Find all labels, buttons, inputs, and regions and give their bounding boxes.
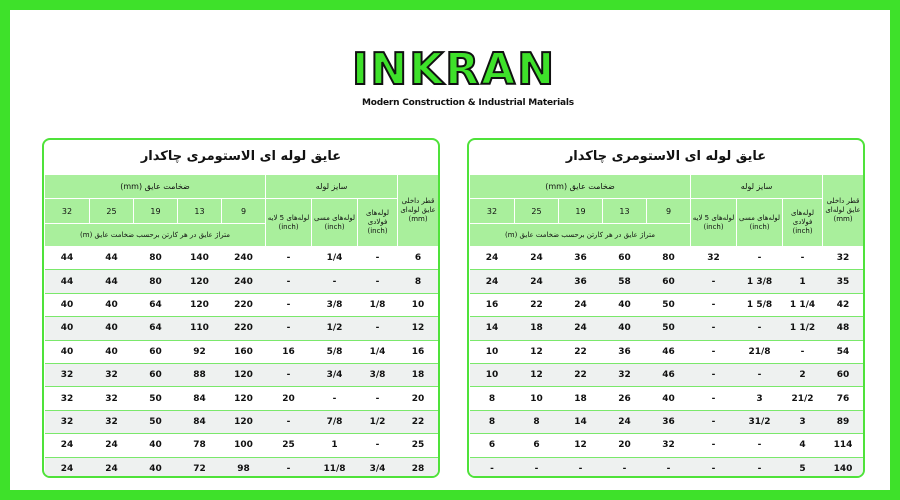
- cell: 40: [45, 340, 90, 363]
- cell: -: [603, 457, 647, 478]
- meterage-header: متراژ عایق در هر کارتن برحسب ضخامت عایق (m): [45, 224, 266, 247]
- cell: 160: [222, 340, 266, 363]
- cell: 12: [515, 340, 559, 363]
- cell: 8: [470, 410, 515, 433]
- table-row: [45, 410, 439, 433]
- cell: 76: [823, 387, 864, 410]
- cell: 98: [222, 457, 266, 478]
- cell: 140: [178, 247, 222, 270]
- cell: 1/4: [312, 247, 358, 270]
- cell: 40: [647, 387, 691, 410]
- cell: -: [691, 293, 737, 316]
- cell: 1/2: [312, 317, 358, 340]
- table-row: [470, 410, 864, 433]
- table-title: عایق لوله ای الاستومری چاکدار: [140, 149, 342, 164]
- cell: 80: [647, 247, 691, 270]
- cell: -: [737, 247, 783, 270]
- cell: 220: [222, 317, 266, 340]
- cell: 32: [90, 387, 134, 410]
- cell: 10: [470, 340, 515, 363]
- pipe-size-header: سایز لوله: [691, 175, 823, 199]
- thickness-value: 13: [603, 199, 647, 224]
- cell: 24: [90, 457, 134, 478]
- cell: 46: [647, 363, 691, 386]
- cell: 10: [398, 293, 439, 316]
- cell: -: [358, 317, 398, 340]
- table-row: [470, 247, 864, 270]
- cell: -: [783, 247, 823, 270]
- table-row: [470, 434, 864, 457]
- cell: -: [266, 410, 312, 433]
- cell: 12: [515, 363, 559, 386]
- cell: -: [266, 363, 312, 386]
- cell: 120: [222, 387, 266, 410]
- cell: 60: [603, 247, 647, 270]
- pipe-size-header: سایز لوله: [266, 175, 398, 199]
- cell: -: [691, 340, 737, 363]
- pipe-table-card-left: [42, 138, 440, 478]
- cell: 24: [45, 434, 90, 457]
- cell: 25: [266, 434, 312, 457]
- cell: 32: [45, 363, 90, 386]
- thickness-value: 32: [470, 199, 515, 224]
- cell: -: [515, 457, 559, 478]
- cell: -: [358, 247, 398, 270]
- cell: 31/2: [737, 410, 783, 433]
- thickness-value: 19: [134, 199, 178, 224]
- pipe-table-card-right: [467, 138, 865, 478]
- cell: 2: [783, 363, 823, 386]
- cell: 32: [90, 363, 134, 386]
- cell: 8: [470, 387, 515, 410]
- cell: 44: [45, 270, 90, 293]
- cell: 3: [783, 410, 823, 433]
- cell: 54: [823, 340, 864, 363]
- cell: -: [691, 387, 737, 410]
- cell: 120: [178, 293, 222, 316]
- cell: 16: [266, 340, 312, 363]
- pipe-5layer-header: لوله‌های 5 لایه (inch): [691, 199, 737, 247]
- thickness-value: 9: [647, 199, 691, 224]
- cell: 44: [45, 247, 90, 270]
- cell: 78: [178, 434, 222, 457]
- cell: 32: [823, 247, 864, 270]
- cell: 64: [134, 293, 178, 316]
- cell: 4: [783, 434, 823, 457]
- cell: 44: [90, 270, 134, 293]
- cell: -: [691, 363, 737, 386]
- cell: 16: [470, 293, 515, 316]
- pipe-copper-header: لوله‌های مسی (inch): [737, 199, 783, 247]
- cell: 72: [178, 457, 222, 478]
- cell: 1: [783, 270, 823, 293]
- table-row: [470, 387, 864, 410]
- cell: 22: [398, 410, 439, 433]
- cell: 120: [178, 270, 222, 293]
- cell: 6: [515, 434, 559, 457]
- cell: 80: [134, 247, 178, 270]
- cell: -: [691, 434, 737, 457]
- cell: 3/8: [358, 363, 398, 386]
- cell: 12: [559, 434, 603, 457]
- table-row: [45, 387, 439, 410]
- cell: 25: [398, 434, 439, 457]
- cell: 58: [603, 270, 647, 293]
- cell: 21/8: [737, 340, 783, 363]
- cell: 32: [90, 410, 134, 433]
- cell: -: [470, 457, 515, 478]
- cell: 7/8: [312, 410, 358, 433]
- cell: 10: [515, 387, 559, 410]
- cell: 88: [178, 363, 222, 386]
- cell: 32: [45, 410, 90, 433]
- cell: 40: [90, 340, 134, 363]
- cell: 32: [45, 387, 90, 410]
- cell: 28: [398, 457, 439, 478]
- cell: -: [737, 434, 783, 457]
- cell: 20: [398, 387, 439, 410]
- cell: 18: [515, 317, 559, 340]
- cell: -: [358, 434, 398, 457]
- cell: 110: [178, 317, 222, 340]
- cell: 32: [691, 247, 737, 270]
- cell: -: [783, 340, 823, 363]
- cell: 84: [178, 387, 222, 410]
- table-row: [45, 293, 439, 316]
- cell: 24: [90, 434, 134, 457]
- table-row: [470, 270, 864, 293]
- cell: -: [647, 457, 691, 478]
- cell: 64: [134, 317, 178, 340]
- cell: -: [312, 270, 358, 293]
- cell: 1 1/2: [783, 317, 823, 340]
- cell: 32: [603, 363, 647, 386]
- table-row: [45, 247, 439, 270]
- table-row: [470, 363, 864, 386]
- cell: 24: [470, 247, 515, 270]
- cell: 24: [603, 410, 647, 433]
- cell: 84: [178, 410, 222, 433]
- cell: -: [737, 363, 783, 386]
- insulation-table: [469, 174, 864, 478]
- cell: 89: [823, 410, 864, 433]
- cell: 24: [559, 293, 603, 316]
- cell: 120: [222, 410, 266, 433]
- cell: 50: [134, 387, 178, 410]
- cell: 32: [647, 434, 691, 457]
- cell: 92: [178, 340, 222, 363]
- thickness-value: 32: [45, 199, 90, 224]
- cell: 22: [559, 340, 603, 363]
- cell: 114: [823, 434, 864, 457]
- cell: 3/4: [358, 457, 398, 478]
- cell: -: [559, 457, 603, 478]
- cell: -: [737, 457, 783, 478]
- cell: 50: [647, 317, 691, 340]
- cell: 24: [515, 247, 559, 270]
- cell: 1 3/8: [737, 270, 783, 293]
- cell: -: [737, 317, 783, 340]
- cell: 8: [398, 270, 439, 293]
- cell: 35: [823, 270, 864, 293]
- cell: 40: [603, 317, 647, 340]
- cell: -: [691, 410, 737, 433]
- cell: 40: [134, 434, 178, 457]
- cell: 1: [312, 434, 358, 457]
- pipe-5layer-header: لوله‌های 5 لایه (inch): [266, 199, 312, 247]
- cell: 18: [398, 363, 439, 386]
- cell: 10: [470, 363, 515, 386]
- cell: 40: [90, 317, 134, 340]
- cell: 46: [647, 340, 691, 363]
- cell: 240: [222, 270, 266, 293]
- table-row: [45, 270, 439, 293]
- table-row: [470, 340, 864, 363]
- table-row: [45, 340, 439, 363]
- cell: 1 5/8: [737, 293, 783, 316]
- cell: 100: [222, 434, 266, 457]
- cell: 36: [603, 340, 647, 363]
- table-row: [45, 317, 439, 340]
- cell: 50: [647, 293, 691, 316]
- cell: 18: [559, 387, 603, 410]
- cell: -: [691, 317, 737, 340]
- cell: 14: [470, 317, 515, 340]
- cell: 60: [134, 363, 178, 386]
- table-row: [470, 293, 864, 316]
- cell: 21/2: [783, 387, 823, 410]
- cell: -: [312, 387, 358, 410]
- pipe-steel-header: لوله‌های فولادی (inch): [783, 199, 823, 247]
- cell: 1/8: [358, 293, 398, 316]
- cell: 24: [515, 270, 559, 293]
- cell: 40: [45, 293, 90, 316]
- inner-diameter-header: قطر داخلی عایق لوله‌ای (mm): [398, 175, 439, 247]
- cell: -: [358, 270, 398, 293]
- cell: 5: [783, 457, 823, 478]
- cell: 8: [515, 410, 559, 433]
- cell: -: [266, 317, 312, 340]
- inner-diameter-header: قطر داخلی عایق لوله‌ای (mm): [823, 175, 864, 247]
- pipe-copper-header: لوله‌های مسی (inch): [312, 199, 358, 247]
- cell: 60: [647, 270, 691, 293]
- cell: 6: [398, 247, 439, 270]
- cell: 50: [134, 410, 178, 433]
- cell: 11/8: [312, 457, 358, 478]
- cell: -: [266, 293, 312, 316]
- cell: 40: [134, 457, 178, 478]
- cell: -: [266, 247, 312, 270]
- cell: 20: [603, 434, 647, 457]
- table-title: عایق لوله ای الاستومری چاکدار: [565, 149, 767, 164]
- cell: -: [691, 457, 737, 478]
- cell: 40: [45, 317, 90, 340]
- cell: 3: [737, 387, 783, 410]
- pipe-steel-header: لوله‌های فولادی (inch): [358, 199, 398, 247]
- meterage-header: متراژ عایق در هر کارتن برحسب ضخامت عایق (m): [470, 224, 691, 247]
- cell: 5/8: [312, 340, 358, 363]
- cell: 120: [222, 363, 266, 386]
- cell: 240: [222, 247, 266, 270]
- cell: 60: [823, 363, 864, 386]
- cell: 26: [603, 387, 647, 410]
- cell: 14: [559, 410, 603, 433]
- thickness-header: ضخامت عایق (mm): [45, 175, 266, 199]
- thickness-value: 25: [90, 199, 134, 224]
- table-row: [45, 434, 439, 457]
- thickness-header: ضخامت عایق (mm): [470, 175, 691, 199]
- cell: 42: [823, 293, 864, 316]
- cell: 24: [559, 317, 603, 340]
- table-row: [470, 457, 864, 478]
- cell: 40: [90, 293, 134, 316]
- cell: 22: [515, 293, 559, 316]
- cell: 24: [470, 270, 515, 293]
- cell: 40: [603, 293, 647, 316]
- table-row: [45, 457, 439, 478]
- cell: 20: [266, 387, 312, 410]
- cell: 36: [559, 270, 603, 293]
- brand-logo: [340, 42, 574, 122]
- cell: -: [266, 270, 312, 293]
- cell: -: [358, 387, 398, 410]
- cell: 1 1/4: [783, 293, 823, 316]
- logo-tagline: Modern Construction & Industrial Materials: [362, 98, 574, 108]
- logo-wordmark: INKRAN: [352, 44, 557, 95]
- thickness-value: 13: [178, 199, 222, 224]
- cell: 3/8: [312, 293, 358, 316]
- thickness-value: 25: [515, 199, 559, 224]
- cell: 24: [45, 457, 90, 478]
- cell: 1/2: [358, 410, 398, 433]
- cell: 36: [559, 247, 603, 270]
- thickness-value: 19: [559, 199, 603, 224]
- cell: 140: [823, 457, 864, 478]
- thickness-value: 9: [222, 199, 266, 224]
- table-row: [45, 363, 439, 386]
- cell: 6: [470, 434, 515, 457]
- cell: -: [691, 270, 737, 293]
- cell: 1/4: [358, 340, 398, 363]
- cell: 16: [398, 340, 439, 363]
- cell: 80: [134, 270, 178, 293]
- cell: 36: [647, 410, 691, 433]
- cell: 22: [559, 363, 603, 386]
- table-row: [470, 317, 864, 340]
- cell: -: [266, 457, 312, 478]
- cell: 12: [398, 317, 439, 340]
- cell: 48: [823, 317, 864, 340]
- insulation-table: [44, 174, 439, 478]
- cell: 60: [134, 340, 178, 363]
- cell: 3/4: [312, 363, 358, 386]
- cell: 220: [222, 293, 266, 316]
- cell: 44: [90, 247, 134, 270]
